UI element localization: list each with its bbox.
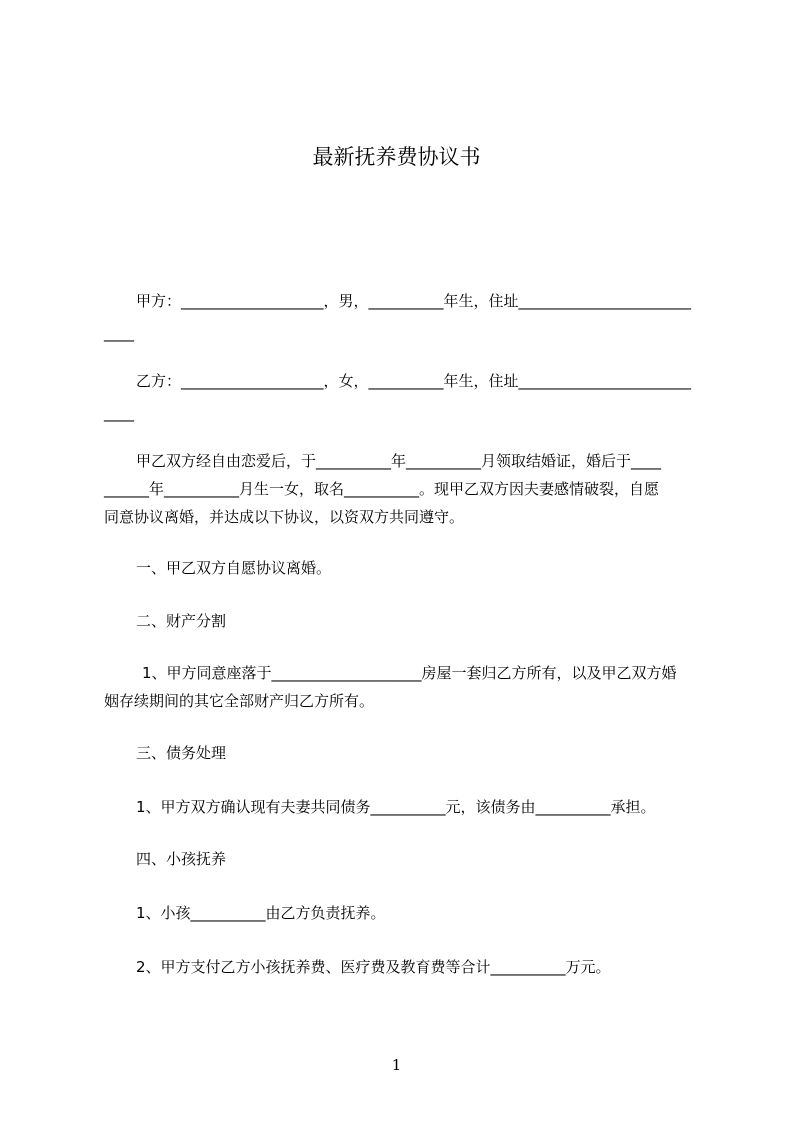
section-4-item-2: 2、甲方支付乙方小孩抚养费、医疗费及教育费等合计__________万元。 <box>136 958 611 976</box>
party-b-line-continued: ____ <box>104 404 134 422</box>
intro-paragraph-line-2: ______年__________月生一女，取名__________。现甲乙双方因夫妻感情破裂，自愿 <box>104 480 660 498</box>
section-3-heading: 三、债务处理 <box>136 744 227 762</box>
intro-paragraph-line-1: 甲乙双方经自由恋爱后，于__________年__________月领取结婚证，婚后于____ <box>136 452 662 470</box>
section-2-item-1-line-2: 姻存续期间的其它全部财产归乙方所有。 <box>104 692 375 710</box>
page-number: 1 <box>391 1056 402 1074</box>
party-b-line: 乙方：___________________，女，__________年生，住址_______________________ <box>136 372 692 390</box>
section-2-heading: 二、财产分割 <box>136 612 227 630</box>
section-4-item-1: 1、小孩__________由乙方负责抚养。 <box>136 904 386 922</box>
party-a-line: 甲方：___________________，男，__________年生，住址_______________________ <box>136 292 692 310</box>
section-3-item-1: 1、甲方双方确认现有夫妻共同债务__________元，该债务由__________承担。 <box>136 798 656 816</box>
document-title: 最新抚养费协议书 <box>312 145 481 169</box>
section-4-heading: 四、小孩抚养 <box>136 850 227 868</box>
section-2-item-1-line-1: 1、甲方同意座落于____________________房屋一套归乙方所有，以及甲乙双方婚 <box>142 664 677 682</box>
party-a-line-continued: ____ <box>104 324 134 342</box>
section-1-heading: 一、甲乙双方自愿协议离婚。 <box>136 559 332 577</box>
intro-paragraph-line-3: 同意协议离婚，并达成以下协议，以资双方共同遵守。 <box>104 508 465 526</box>
